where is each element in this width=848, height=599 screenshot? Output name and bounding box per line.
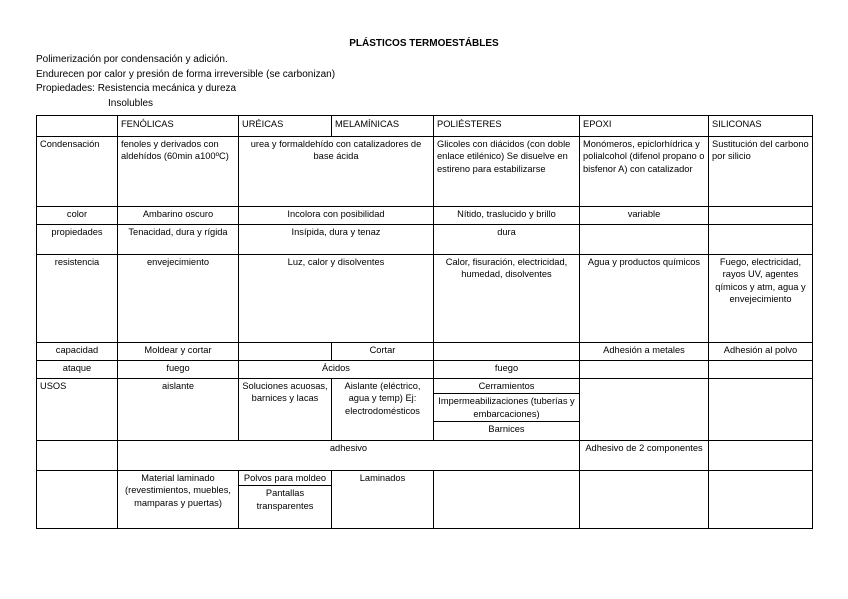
row-label: ataque: [37, 361, 118, 379]
table-cell: envejecimiento: [118, 255, 239, 343]
header-epoxi: EPOXI: [580, 116, 709, 137]
header-row: [37, 116, 813, 137]
table-cell: urea y formaldehído con catalizadores de base ácida: [239, 137, 434, 207]
table-cell: adhesivo: [118, 441, 580, 471]
table-cell: [709, 207, 813, 225]
table-cell: Glicoles con diácidos (con doble enlace etilénico) Se disuelve en estireno para estabilizarse: [434, 137, 580, 207]
header-siliconas: SILICONAS: [709, 116, 813, 137]
header-empty: [37, 116, 118, 137]
header-fenolicas: FENÓLICAS: [118, 116, 239, 137]
list-item: Impermeabilizaciones (tuberías y embarcaciones): [434, 394, 579, 422]
row-label: propiedades: [37, 225, 118, 255]
table-cell: [709, 441, 813, 471]
table-cell: Fuego, electricidad, rayos UV, agentes qímicos y atm, agua y envejecimiento: [709, 255, 813, 343]
table-cell: [709, 379, 813, 441]
table-cell: Laminados: [332, 471, 434, 529]
table-cell: Adhesión al polvo: [709, 343, 813, 361]
table-cell-split: [434, 379, 580, 441]
table-cell: [434, 343, 580, 361]
table-cell: aislante: [118, 379, 239, 441]
table-cell: Calor, fisuración, electricidad, humedad, disolventes: [434, 255, 580, 343]
table-cell: [37, 441, 118, 471]
table-cell: Adhesión a metales: [580, 343, 709, 361]
table-cell: Material laminado (revestimientos, muebles, mamparas y puertas): [118, 471, 239, 529]
table-cell: dura: [434, 225, 580, 255]
row-label: color: [37, 207, 118, 225]
list-item: Barnices: [488, 423, 525, 434]
intro-line: Endurecen por calor y presión de forma irreversible (se carbonizan): [36, 68, 336, 80]
intro-line-indented: Insolubles: [108, 97, 154, 109]
list-item: Polvos para moldeo: [239, 471, 331, 486]
table-row: [37, 137, 813, 207]
table-row: [37, 207, 813, 225]
row-label: USOS: [37, 379, 118, 441]
table-row: [37, 343, 813, 361]
table-cell: [580, 471, 709, 529]
table-cell: Cortar: [332, 343, 434, 361]
table-cell: [580, 379, 709, 441]
table-cell: [37, 471, 118, 529]
table-cell: fenoles y derivados con aldehídos (60min a100ºC): [118, 137, 239, 207]
table-row: [37, 471, 813, 529]
table-cell-split: [239, 471, 332, 529]
plastics-table: [36, 115, 813, 529]
table-cell: variable: [580, 207, 709, 225]
table-cell: Insípida, dura y tenaz: [239, 225, 434, 255]
row-label: resistencia: [37, 255, 118, 343]
list-item: Cerramientos: [434, 379, 579, 394]
table-cell: Nítido, traslucido y brillo: [434, 207, 580, 225]
table-cell: fuego: [118, 361, 239, 379]
table-cell: [434, 471, 580, 529]
table-cell: Adhesivo de 2 componentes: [580, 441, 709, 471]
table-cell: Ácidos: [239, 361, 434, 379]
header-poliesteres: POLIÉSTERES: [434, 116, 580, 137]
table-cell: Incolora con posibilidad: [239, 207, 434, 225]
table-cell: Tenacidad, dura y rígida: [118, 225, 239, 255]
table-cell: [239, 343, 332, 361]
table-row: [37, 441, 813, 471]
table-row: [37, 255, 813, 343]
intro-line: Propiedades: Resistencia mecánica y dureza: [36, 83, 237, 94]
table-cell: [709, 361, 813, 379]
table-cell: Monómeros, epiclorhídrica y polialcohol (difenol propano o bisfenor A) con catalizador: [580, 137, 709, 207]
intro-line: Polimerización por condensación y adición.: [36, 54, 228, 65]
table-cell: [709, 225, 813, 255]
table-row: [37, 225, 813, 255]
intro-text: [36, 53, 335, 111]
table-cell: [580, 225, 709, 255]
table-cell: Ambarino oscuro: [118, 207, 239, 225]
table-cell: Sustitución del carbono por silicio: [709, 137, 813, 207]
table-cell: Soluciones acuosas, barnices y lacas: [239, 379, 332, 441]
row-label: Condensación: [37, 137, 118, 207]
table-cell: fuego: [434, 361, 580, 379]
table-cell: Agua y productos químicos: [580, 255, 709, 343]
row-label: capacidad: [37, 343, 118, 361]
table-cell: Moldear y cortar: [118, 343, 239, 361]
table-row: [37, 379, 813, 441]
header-melaminicas: MELAMÍNICAS: [332, 116, 434, 137]
table-cell: Luz, calor y disolventes: [239, 255, 434, 343]
table-row: [37, 361, 813, 379]
table-cell: Aislante (eléctrico, agua y temp) Ej: electrodomésticos: [332, 379, 434, 441]
list-item: Pantallas transparentes: [256, 488, 314, 511]
table-cell: [580, 361, 709, 379]
document-title: PLÁSTICOS TERMOESTÁBLES: [349, 38, 499, 49]
header-ureicas: URÉICAS: [239, 116, 332, 137]
table-cell: [709, 471, 813, 529]
